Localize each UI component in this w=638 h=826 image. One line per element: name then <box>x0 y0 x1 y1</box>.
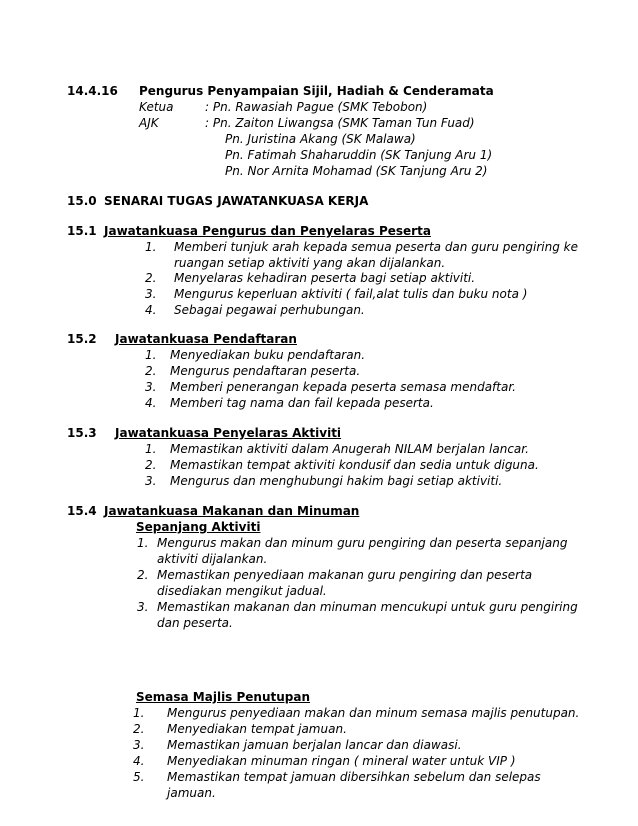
ajk-member: : Pn. Zaiton Liwangsa (SMK Taman Tun Fuad) <box>205 116 475 130</box>
list-number: 5. <box>133 770 145 784</box>
list-number: 3. <box>145 380 157 394</box>
section-number: 15.0 <box>67 194 97 208</box>
list-number: 4. <box>145 396 157 410</box>
ketua-value: : Pn. Rawasiah Pague (SMK Tebobon) <box>205 100 428 114</box>
list-item: Memastikan penyediaan makanan guru pengiring dan peserta <box>157 568 533 582</box>
section-title: SENARAI TUGAS JAWATANKUASA KERJA <box>104 194 369 208</box>
list-item: disediakan mengikut jadual. <box>157 584 327 598</box>
ajk-member: Pn. Juristina Akang (SK Malawa) <box>225 132 416 146</box>
list-number: 3. <box>145 287 157 301</box>
section-number: 15.4 <box>67 504 97 518</box>
list-item: Memastikan makanan dan minuman mencukupi untuk guru pengiring <box>157 600 578 614</box>
list-number: 2. <box>145 271 157 285</box>
list-item: Menyediakan minuman ringan ( mineral water untuk VIP ) <box>167 754 516 768</box>
list-number: 2. <box>133 722 145 736</box>
list-item: Memastikan jamuan berjalan lancar dan diawasi. <box>167 738 462 752</box>
list-item: aktiviti dijalankan. <box>157 552 268 566</box>
list-number: 3. <box>137 600 149 614</box>
ajk-member: Pn. Fatimah Shaharuddin (SK Tanjung Aru 1) <box>225 148 493 162</box>
subsection-title: Semasa Majlis Penutupan <box>136 690 311 704</box>
subsection-title: Sepanjang Aktiviti <box>136 520 261 534</box>
section-title: Jawatankuasa Pengurus dan Penyelaras Peserta <box>104 224 431 238</box>
list-number: 1. <box>145 240 157 254</box>
list-item: Menyediakan tempat jamuan. <box>167 722 347 736</box>
list-item: ruangan setiap aktiviti yang akan dijalankan. <box>174 256 446 270</box>
list-item: Memastikan tempat jamuan dibersihkan sebelum dan selepas <box>167 770 541 784</box>
section-number: 15.2 <box>67 332 97 346</box>
section-title: Jawatankuasa Pendaftaran <box>115 332 297 346</box>
list-item: Mengurus dan menghubungi hakim bagi setiap aktiviti. <box>170 474 503 488</box>
section-title: Pengurus Penyampaian Sijil, Hadiah & Cenderamata <box>139 84 494 98</box>
list-number: 4. <box>133 754 145 768</box>
list-item: Mengurus penyediaan makan dan minum semasa majlis penutupan. <box>167 706 580 720</box>
list-item: Mengurus keperluan aktiviti ( fail,alat tulis dan buku nota ) <box>174 287 528 301</box>
section-number: 15.1 <box>67 224 97 238</box>
list-item: dan peserta. <box>157 616 233 630</box>
list-item: Mengurus makan dan minum guru pengiring dan peserta sepanjang <box>157 536 568 550</box>
list-number: 1. <box>133 706 145 720</box>
section-title: Jawatankuasa Penyelaras Aktiviti <box>115 426 342 440</box>
list-item: Memastikan aktiviti dalam Anugerah NILAM berjalan lancar. <box>170 442 529 456</box>
list-item: Sebagai pegawai perhubungan. <box>174 303 365 317</box>
ketua-label: Ketua <box>139 100 174 114</box>
section-title: Jawatankuasa Makanan dan Minuman <box>104 504 360 518</box>
section-number: 15.3 <box>67 426 97 440</box>
list-number: 2. <box>145 364 157 378</box>
list-item: Memberi tunjuk arah kepada semua peserta dan guru pengiring ke <box>174 240 578 254</box>
list-item: Mengurus pendaftaran peserta. <box>170 364 361 378</box>
section-number: 14.4.16 <box>67 84 118 98</box>
list-number: 3. <box>145 474 157 488</box>
list-number: 1. <box>145 348 157 362</box>
list-number: 4. <box>145 303 157 317</box>
list-number: 2. <box>137 568 149 582</box>
list-item: jamuan. <box>167 786 216 800</box>
list-number: 1. <box>137 536 149 550</box>
list-item: Menyelaras kehadiran peserta bagi setiap aktiviti. <box>174 271 476 285</box>
list-item: Menyediakan buku pendaftaran. <box>170 348 366 362</box>
list-number: 3. <box>133 738 145 752</box>
list-item: Memberi penerangan kepada peserta semasa mendaftar. <box>170 380 516 394</box>
list-item: Memberi tag nama dan fail kepada peserta. <box>170 396 434 410</box>
list-number: 1. <box>145 442 157 456</box>
ajk-member: Pn. Nor Arnita Mohamad (SK Tanjung Aru 2) <box>225 164 488 178</box>
list-number: 2. <box>145 458 157 472</box>
list-item: Memastikan tempat aktiviti kondusif dan sedia untuk diguna. <box>170 458 539 472</box>
ajk-label: AJK <box>139 116 159 130</box>
